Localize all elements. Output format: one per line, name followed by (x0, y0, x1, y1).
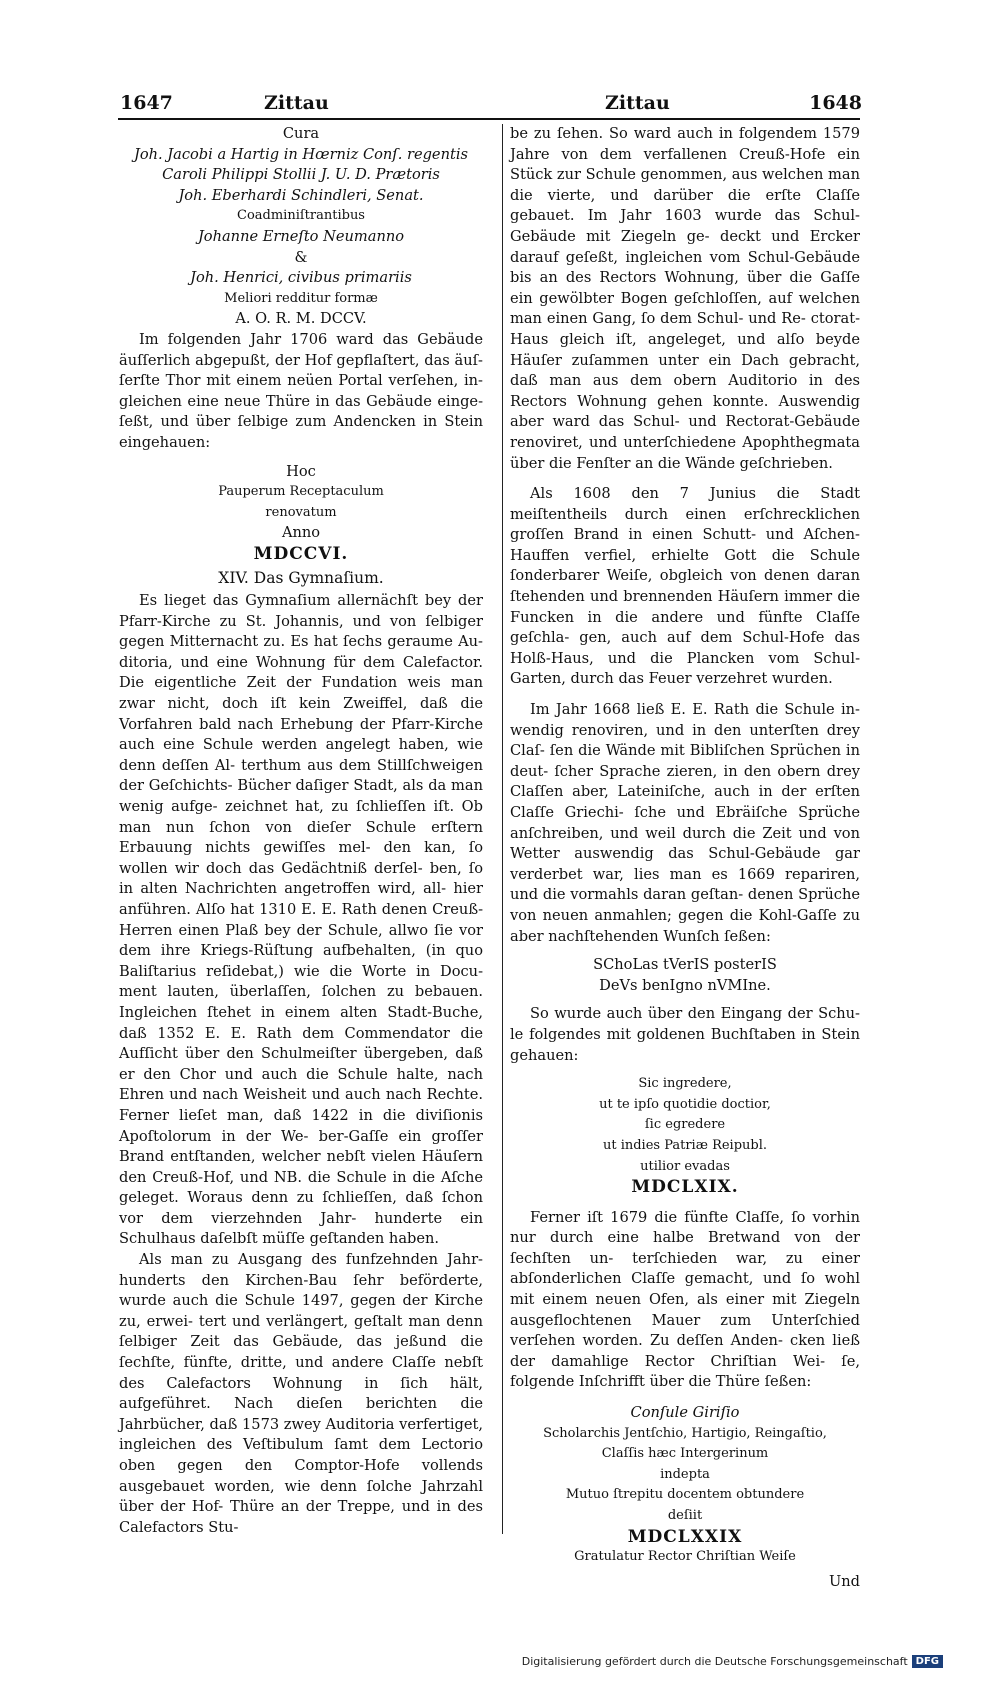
inscription-line: utilior evadas (640, 1158, 730, 1174)
inscription-ingredere (510, 1074, 860, 1198)
inscription-line: Coadminiſtrantibus (237, 208, 365, 224)
paragraph-1679: Ferner iſt 1679 die fünfte Claſſe, ſo vorhin nur durch eine halbe Bretwand von der ſechſten un- terſchieden war, zu einer abſonderlichen Claſſe gemacht, und ſo wohl mit einem neuen Ofen, als einer mit Ziegeln ausgeflochtenen Mauer zum Unterſchied verſehen worden. Zu deſſen Anden- cken ließ der damahlige Rector Chriſtian Wei- ſe, folgende Inſchrifft über die Thüre ſeßen: (510, 1208, 860, 1391)
section-heading: XIV. Das Gymnaſium. (218, 569, 384, 588)
column-divider (502, 124, 503, 1534)
inscription-line: & (294, 248, 308, 266)
paragraph-gymnasium: Es lieget das Gymnaſium allernächſt bey der Pfarr-Kirche zu St. Johannis, und von ſelbiger gegen Mitternacht zu. Es hat ſechs geraume Au- ditoria, und eine Wohnung für dem Calefactor. Die eigentliche Zeit der Fundation weis man zwar nicht, doch iſt kein Zweiffel, daß die Vorfahren bald nach Erhebung der Pfarr-Kirche auch eine Schule werden angelegt haben, wie denn deſſen Al- terthum aus dem Stillſchweigen der Geſchichts- Bücher daſiger Stadt, als da man wenig aufge- zeichnet hat, zu ſchlieſſen iſt. Ob man nun ſchon von dieſer Schule erſtern Erbauung nichts gewiſſes mel- den kan, ſo wollen wir doch das Gedächtniß derſel- ben, ſo in alten Nachrichten angetroffen wird, all- hier anführen. Alſo hat 1310 E. E. Rath denen Creuß-Herren einen Plaß bey der Schule, allwo ſie vor dem ihre Kriegs-Rüſtung aufbehalten, (in quo Baliſtarius reſidebat,) wie die Worte in Docu- ment lauten, überlaſſen, ſolchen zu bebauen. Ingleichen ſtehet in einem alten Stadt-Buche, daß 1352 E. E. Rath dem Commendator die Aufſicht über den Schulmeiſter übergeben, daß er den Chor und auch die Schule halte, nach Ehren und nach Weisheit und auch nach Rechte. Ferner lieſet man, daß 1422 in die diviſionis Apoſtolorum in der We- ber-Gaſſe ein groſſer Brand entſtanden, welcher nebſt vielen Häuſern den Creuß-Hof, und NB. die Schule in die Aſche geleget. Woraus denn zu ſchlieſſen, daß ſchon vor dem vierzehnden Jahr- hunderte ein Schulhaus daſelbſt müſſe geſtanden haben. (119, 592, 483, 1248)
inscription-line: Sic ingredere, (638, 1076, 732, 1092)
paragraph-1706: Im folgenden Jahr 1706 ward das Gebäude äuſſerlich abgepußt, der Hof gepflaſtert, das äuſ- ſerſte Thor mit einem neüen Portal verſehen, in- gleichen eine neue Thüre in das Gebäude einge- ſeßt, und über ſelbige zum Andencken in Stein eingehauen: (119, 330, 483, 451)
inscription-line: ſic egredere (644, 1117, 726, 1133)
inscription-line: Joh. Henrici, civibus primariis (190, 269, 412, 287)
inscription-line: renovatum (265, 504, 337, 520)
inscription-cura (119, 124, 483, 330)
inscription-line: Claſſis hæc Intergerinum (601, 1446, 769, 1462)
inscription-line: Scholarchis Jentſchio, Hartigio, Reingaſtio, (543, 1425, 827, 1441)
inscription-line: Anno (281, 524, 321, 542)
paragraph-1668: Im Jahr 1668 ließ E. E. Rath die Schule in- wendig renoviren, und in den unterſten drey Claſ- ſen die Wände mit Bibliſchen Sprüchen in deut- ſcher Sprache zieren, in den obern drey Claſſen aber, Lateiniſche, auch in der erſten Claſſe Griechi- ſche und Ebräiſche Sprüche anſchreiben, und weil durch die Zeit und von Wetter auswendig das Schul-Gebäude gar verderbet war, lies man es 1669 repariren, und die vormahls daran geſtan- denen Sprüche von neuen anmahlen; gegen die Kohl-Gaſſe zu aber nachſtehenden Wunſch ſeßen: (510, 701, 860, 945)
inscription-line: Conſule Giriſio (630, 1404, 740, 1422)
inscription-line: ut te ipſo quotidie doctior, (599, 1096, 771, 1112)
inscription-line: SChoLas tVerIS posterIS (593, 956, 777, 974)
inscription-line: Meliori redditur formæ (224, 290, 378, 306)
inscription-pauperum (119, 462, 483, 565)
inscription-line: Gratulatur Rector Chriſtian Weiſe (574, 1549, 796, 1565)
inscription-line: Joh. Jacobi a Hartig in Hœrniz Conſ. regentis (133, 145, 468, 163)
inscription-line: DeVs benIgno nVMIne. (599, 976, 771, 994)
dfg-logo: DFG (912, 1655, 943, 1668)
inscription-girisio (510, 1403, 860, 1568)
inscription-line: A. O. R. M. DCCV. (235, 310, 367, 328)
inscription-line: MDCCVI. (253, 543, 349, 564)
page-number-right: 1648 (809, 92, 862, 114)
inscription-line: Joh. Eberhardi Schindleri, Senat. (178, 186, 424, 204)
left-column (119, 124, 483, 1538)
inscription-line: Hoc (286, 462, 316, 480)
inscription-line: Cura (282, 125, 320, 142)
paragraph-1608: Als 1608 den 7 Junius die Stadt meiſtentheils durch einen erſchrecklichen groſſen Brand in einen Schutt- und Aſchen-Hauffen verfiel, erhielte Gott die Schule ſonderbarer Weiſe, obgleich von denen daran ſtehenden und brennenden Häuſern immer die Funcken in die andere und fünfte Claſſe geſchla- gen, auch auf dem Schul-Hofe das Holß-Haus, und die Plancken vom Schul-Garten, durch das Feuer verzehret wurden. (510, 485, 860, 688)
running-head-left: Zittau (264, 92, 329, 114)
inscription-line: Mutuo ſtrepitu docentem obtundere (565, 1487, 805, 1503)
right-column (510, 124, 860, 1592)
inscription-line: deſiit (667, 1508, 703, 1523)
inscription-line: ut indies Patriæ Reipubl. (602, 1137, 768, 1153)
inscription-line: MDCLXXIX (627, 1526, 743, 1547)
paragraph-eingang: So wurde auch über den Eingang der Schu- le folgendes mit goldenen Buchſtaben in Stein gehauen: (510, 1005, 860, 1064)
footer-credit (522, 1655, 943, 1668)
paragraph-1579: be zu ſehen. So ward auch in folgendem 1579 Jahre von dem verfallenen Creuß-Hofe ein Stück zur Schule genommen, aus welchen man die vierte, und darüber die erſte Claſſe gebauet. Im Jahr 1603 wurde das Schul-Gebäude mit Ziegeln ge- deckt und Ercker darauf geſeßt, ingleichen vom Schul-Gebäude bis an des Rectors Wohnung, über die Gaſſe ein gewölbter Bogen geſchloſſen, auf welchen man einen Gang, ſo dem Schul- und Re- ctorat-Haus gleich iſt, angeleget, und alſo beyde Häuſer zuſammen unter ein Dach gebracht, daß man aus dem obern Auditorio in des Rectors Wohnung gehen konnte. Auswendig aber ward das Schul- und Rectorat-Gebäude renoviret, und unterſchiedene Apophthegmata über die Fenſter an die Wände geſchrieben. (510, 125, 860, 472)
running-head-right: Zittau (605, 92, 670, 114)
inscription-line: Pauperum Receptaculum (218, 484, 384, 500)
catchword: Und (828, 1572, 860, 1590)
page-number-left: 1647 (120, 92, 173, 114)
paragraph-1497: Als man zu Ausgang des funfzehnden Jahr- hunderts den Kirchen-Bau ſehr beförderte, wurde auch die Schule 1497, gegen der Kirche zu, erwei- tert und verlängert, geſtalt man denn ſelbiger Zeit das Gebäude, das jeßund die ſechſte, fünfte, dritte, und andere Claſſe nebſt des Calefactors Wohnung in ſich hält, aufgeführet. Nach dieſen berichten die Jahrbücher, daß 1573 zwey Auditoria verfertiget, ingleichen des Veſtibulum ſamt dem Lectorio oben gegen den Comptor-Hofe vollends ausgebauet worden, wie denn ſolche Jahrzahl über der Hof- Thüre an der Treppe, und in des Calefactors Stu- (119, 1251, 483, 1536)
inscription-line: Johanne Erneſto Neumanno (197, 227, 405, 245)
header-rule (118, 118, 860, 120)
footer-text: Digitalisierung gefördert durch die Deutsche Forschungsgemeinschaft (521, 1655, 908, 1668)
inscription-line: Caroli Philippi Stollii J. U. D. Prætoris (162, 166, 440, 184)
inscription-line: MDCLXIX. (631, 1177, 739, 1198)
inscription-chronogram (510, 955, 860, 996)
inscription-line: indepta (660, 1466, 710, 1482)
